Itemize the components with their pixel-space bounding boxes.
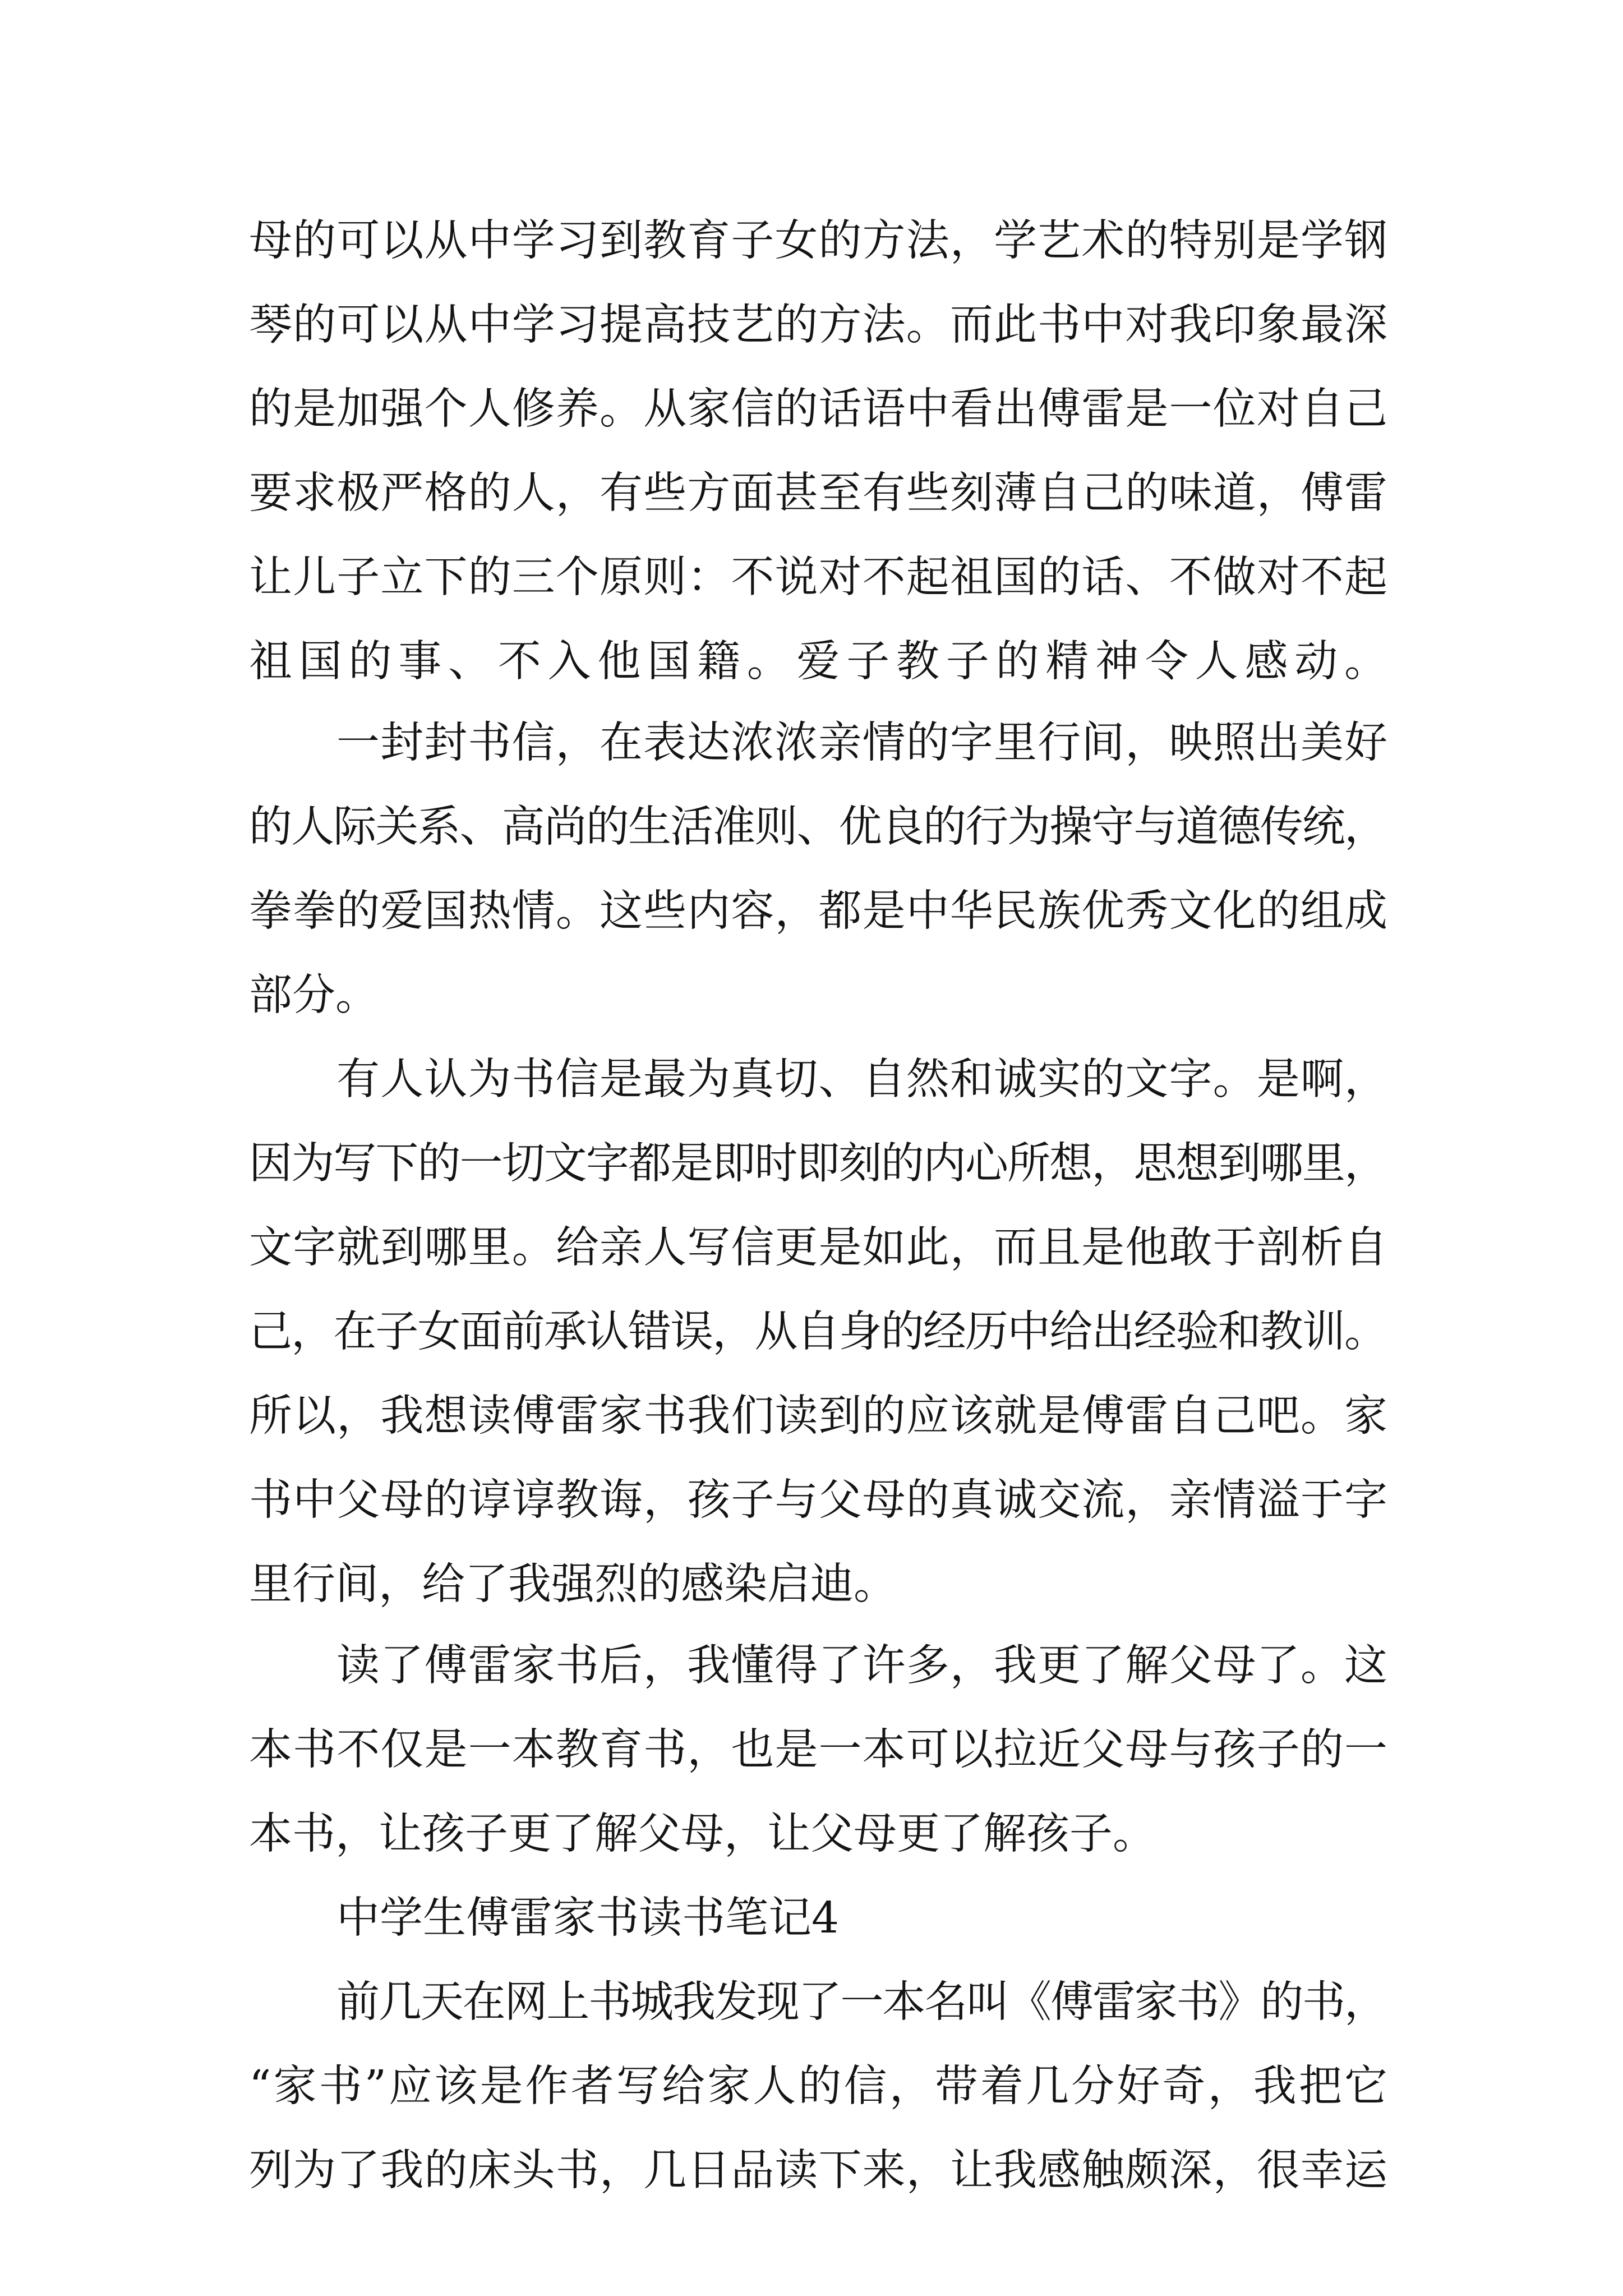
text-line-15: 所以，我想读傅雷家书我们读到的应该就是傅雷自己吧。家: [249, 1391, 1389, 1441]
text-line-16: 书中父母的谆谆教诲，孩子与父母的真诚交流，亲情溢于字: [249, 1475, 1389, 1525]
text-line-11: 有人认为书信是最为真切、自然和诚实的文字。是啊，: [336, 1055, 1389, 1105]
text-line-12: 因为写下的一切文字都是即时即刻的内心所想，思想到哪里，: [249, 1139, 1387, 1189]
text-line-18: 读了傅雷家书后，我懂得了许多，我更了解父母了。这: [336, 1641, 1389, 1691]
text-line-22: 前几天在网上书城我发现了一本名叫《傅雷家书》的书，: [336, 1977, 1386, 2027]
text-line-13: 文字就到哪里。给亲人写信更是如此，而且是他敢于剖析自: [249, 1223, 1389, 1273]
text-line-23: “家书”应该是作者写给家人的信，带着几分好奇，我把它: [249, 2062, 1390, 2111]
text-line-1: 母的可以从中学习到教育子女的方法，学艺术的特别是学钢: [249, 216, 1389, 266]
text-line-3: 的是加强个人修养。从家信的话语中看出傅雷是一位对自己: [249, 384, 1389, 434]
section-heading: 中学生傅雷家书读书笔记4: [336, 1893, 839, 1943]
text-line-6: 祖国的事、不入他国籍。爱子教子的精神令人感动。: [249, 637, 1394, 687]
text-line-17: 里行间，给了我强烈的感染启迪。: [249, 1559, 897, 1609]
text-line-4: 要求极严格的人，有些方面甚至有些刻薄自己的味道，傅雷: [249, 468, 1389, 518]
text-line-20: 本书，让孩子更了解父母，让父母更了解孩子。: [249, 1809, 1156, 1859]
text-line-14: 己，在子女面前承认错误，从自身的经历中给出经验和教训。: [249, 1307, 1387, 1357]
text-line-10: 部分。: [249, 970, 379, 1020]
text-line-5: 让儿子立下的三个原则：不说对不起祖国的话、不做对不起: [249, 553, 1389, 602]
text-line-7: 一封封书信，在表达浓浓亲情的字里行间，映照出美好: [336, 718, 1389, 768]
text-line-19: 本书不仅是一本教育书，也是一本可以拉近父母与孩子的一: [249, 1725, 1389, 1775]
text-line-8: 的人际关系、高尚的生活准则、优良的行为操守与道德传统，: [249, 802, 1387, 852]
text-line-9: 拳拳的爱国热情。这些内容，都是中华民族优秀文化的组成: [249, 886, 1389, 936]
text-line-24: 列为了我的床头书，几日品读下来，让我感触颇深，很幸运: [249, 2146, 1389, 2196]
text-line-2: 琴的可以从中学习提高技艺的方法。而此书中对我印象最深: [249, 300, 1389, 350]
